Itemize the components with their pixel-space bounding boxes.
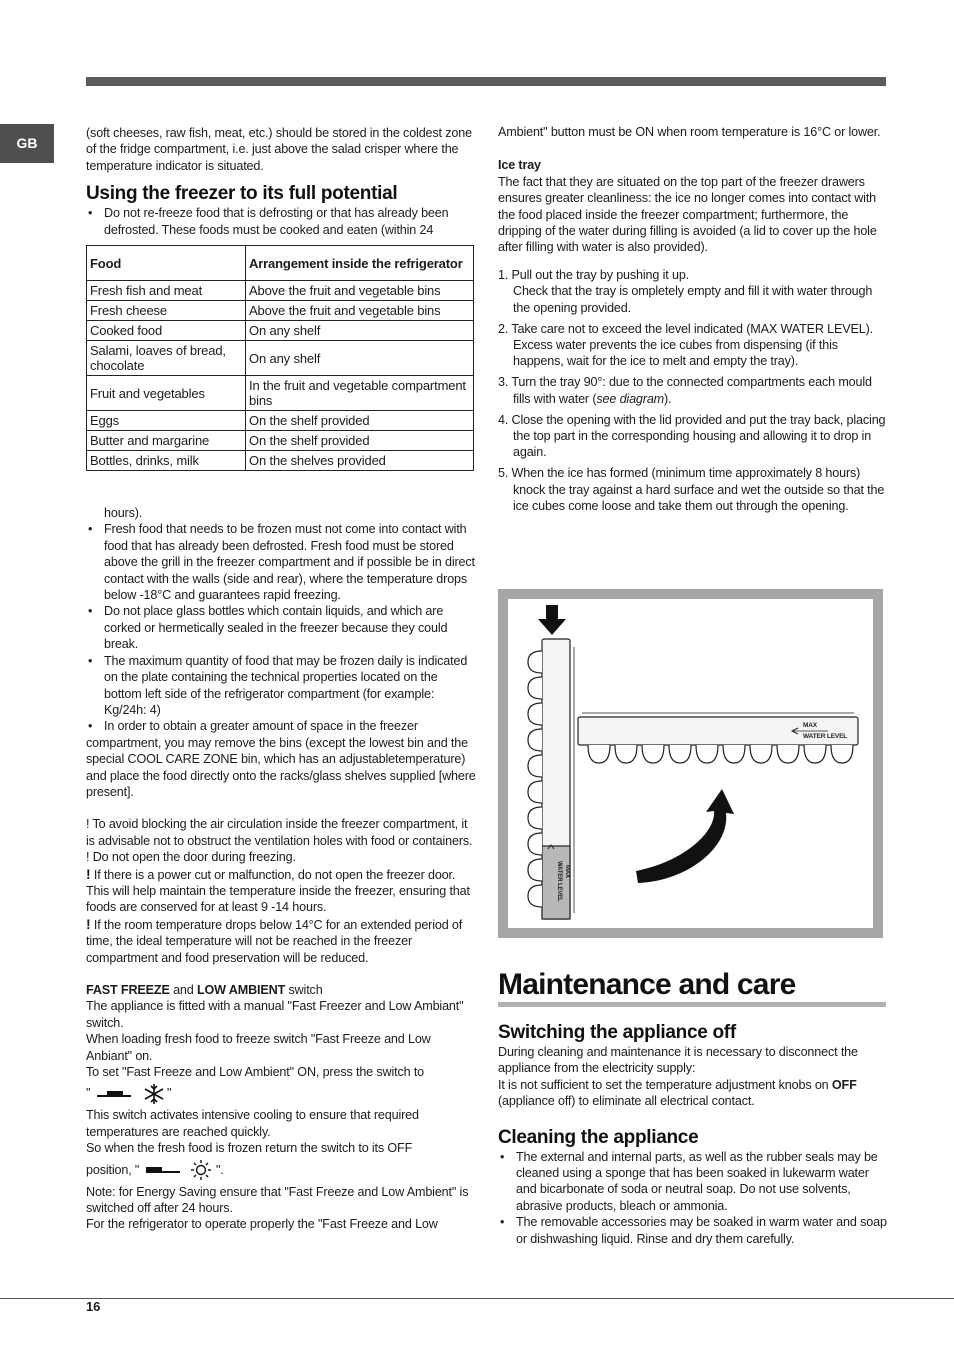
table-cell: Above the fruit and vegetable bins <box>246 281 474 301</box>
table-cell: On the shelf provided <box>246 431 474 451</box>
max-label-vertical: MAX <box>564 865 570 878</box>
quote-open: " <box>86 1086 91 1101</box>
table-cell: Salami, loaves of bread, chocolate <box>87 341 246 376</box>
table-cell: Fresh fish and meat <box>87 281 246 301</box>
step-3-emphasis: see diagram <box>596 391 665 406</box>
bullet-max-quantity: • The maximum quantity of food that may be frozen daily is indicated on the plate containing the technical properties located on the bottom left side of the refrigerator compartment (for example: Kg/24h: 4) <box>86 653 476 719</box>
position-text-end: ". <box>215 1162 224 1177</box>
water-level-label-horizontal: WATER LEVEL <box>803 733 848 740</box>
bullet-more-space: • In order to obtain a greater amount of space in the freezer <box>86 718 476 734</box>
bullet-refreeze: • Do not re-freeze food that is defrosting or that has already been defrosted. These foods must be cooked and eaten (within 24 <box>86 205 476 238</box>
language-tab: GB <box>0 124 54 163</box>
step-1-detail: Check that the tray is ompletely empty and fill it with water through the opening provided. <box>513 284 873 315</box>
table-row <box>87 451 474 471</box>
freezer-bullets-a <box>86 205 476 238</box>
warning-power-cut-text: If there is a power cut or malfunction, do not open the freezer door. This will help maintain the temperature inside the freezer, ensuring that foods are conserved for at least 9 -14 hours. <box>86 867 470 915</box>
maintenance-body <box>498 1022 888 1247</box>
food-table <box>86 245 474 471</box>
bullet-fresh-food: • Fresh food that needs to be frozen must not come into contact with food that has already been defrosted. Fresh food must be stored above the grill in the freezer compartment and if possible be in direct contact with the walls (side and rear), where the temperature drops below -18°C and guarantees rapid freezing. <box>86 521 476 603</box>
cleaning-heading: Cleaning the appliance <box>498 1126 699 1148</box>
step-1-text: 1. Pull out the tray by pushing it up. <box>498 267 690 282</box>
warning-mark: ! <box>86 915 91 932</box>
table-row <box>87 411 474 431</box>
table-header-row <box>87 246 474 281</box>
ambient-continued: Ambient" button must be ON when room temperature is 16°C or lower. <box>498 125 881 139</box>
ice-tray-illustration <box>508 599 873 928</box>
fast-freeze-label: FAST FREEZE <box>86 983 170 997</box>
switch-off-text-c: (appliance off) to eliminate all electrical contact. <box>498 1094 755 1109</box>
ff-paragraph-1: The appliance is fitted with a manual "Fast Freezer and Low Ambiant" switch. <box>86 999 464 1030</box>
ff-paragraph-7: Note: for Energy Saving ensure that "Fast Freeze and Low Ambient" is switched off after 24 hours. <box>86 1184 469 1216</box>
maintenance-section <box>498 966 888 1004</box>
and-text: and <box>169 983 197 997</box>
switch-off-heading: Switching the appliance off <box>498 1022 736 1043</box>
quote-close: " <box>167 1086 172 1101</box>
push-down-arrow-icon <box>538 605 566 635</box>
warning-air-circulation: ! To avoid blocking the air circulation inside the freezer compartment, it is advisable not to obstruct the ventilation holes with food or containers. <box>86 817 473 848</box>
table-header-arrangement: Arrangement inside the refrigerator <box>246 246 474 281</box>
table-row <box>87 376 474 411</box>
table-row <box>87 281 474 301</box>
rotate-arrow-icon <box>636 789 734 883</box>
table-header-food: Food <box>87 246 246 281</box>
footer-rule <box>0 1298 954 1299</box>
step-3-end: ). <box>664 391 672 406</box>
bullet-more-space-continued: compartment, you may remove the bins (except the lowest bin and the special COOL CARE ZONE bin, which has an adjustabletemperature) and place the food directly onto the racks/glass shelves supplied [where present]. <box>86 735 476 799</box>
table-cell: Eggs <box>87 411 246 431</box>
position-text: position, " <box>86 1162 140 1177</box>
low-ambient-label: LOW AMBIENT <box>196 983 286 997</box>
warning-mark: ! <box>86 865 91 882</box>
table-cell: Butter and margarine <box>87 431 246 451</box>
ff-paragraph-4: This switch activates intensive cooling to ensure that required temperatures are reached quickly. <box>86 1108 419 1139</box>
switch-text: switch <box>285 983 323 997</box>
warning-power-cut <box>86 866 476 916</box>
header-bar <box>86 77 886 86</box>
maintenance-rule <box>498 1002 886 1007</box>
diagram-canvas <box>508 599 873 928</box>
table-cell: Fresh cheese <box>87 301 246 321</box>
intro-paragraph: (soft cheeses, raw fish, meat, etc.) should be stored in the coldest zone of the fridge compartment, i.e. just above the salad crisper where the temperature indicator is situated. <box>86 126 472 173</box>
table-cell: Fruit and vegetables <box>87 376 246 411</box>
step-1 <box>498 267 888 316</box>
step-3-text: 3. Turn the tray 90°: due to the connected compartments each mould fills with water ( <box>498 375 872 406</box>
step-2: 2. Take care not to exceed the level indicated (MAX WATER LEVEL). Excess water prevents the ice cubes from dispensing (if this happens, wait for the ice to melt and empty the tray). <box>498 321 874 369</box>
step-3 <box>498 374 888 407</box>
bullet-cleaning-parts: • The external and internal parts, as well as the rubber seals may be cleaned using a sponge that has been soaked in lukewarm water and bicarbonate of soda or neutral soap. Do not use solvents, abrasive products, bleach or ammonia. <box>498 1149 888 1215</box>
table-cell: In the fruit and vegetable compartment bins <box>246 376 474 411</box>
freezer-bullets-b <box>86 521 476 734</box>
off-label: OFF <box>831 1077 857 1092</box>
ff-paragraph-8: For the refrigerator to operate properly the "Fast Freeze and Low <box>86 1217 438 1232</box>
table-cell: Above the fruit and vegetable bins <box>246 301 474 321</box>
freezer-heading: Using the freezer to its full potential <box>86 183 398 205</box>
step-4: 4. Close the opening with the lid provided and put the tray back, placing the top part in the corresponding housing and allowing it to drop in again. <box>498 412 886 460</box>
vertical-tray <box>528 639 574 919</box>
ice-tray-diagram <box>498 589 883 938</box>
table-row <box>87 431 474 451</box>
bullet-cleaning-accessories: • The removable accessories may be soaked in warm water and soap or dishwashing liquid. Rinse and dry them carefully. <box>498 1214 888 1247</box>
ff-paragraph-3: To set "Fast Freeze and Low Ambient" ON, press the switch to <box>86 1065 425 1080</box>
cleaning-bullets <box>498 1149 888 1247</box>
table-cell: On the shelves provided <box>246 451 474 471</box>
ice-tray-steps <box>498 267 888 515</box>
switch-off-symbol-line <box>86 1157 476 1184</box>
bullet-refreeze-continued: hours). <box>104 506 143 521</box>
switch-on-symbol-line <box>86 1080 476 1107</box>
switch-off-sun-icon <box>143 1158 213 1182</box>
page-number: 16 <box>86 1299 101 1314</box>
table-row <box>87 341 474 376</box>
warning-door: ! Do not open the door during freezing. <box>86 850 296 865</box>
warning-room-temp-text: If the room temperature drops below 14°C for an extended period of time, the ideal temperature will not be reached in the freezer compartment and food preservation will be reduced. <box>86 917 463 965</box>
table-row <box>87 321 474 341</box>
ff-paragraph-2: When loading fresh food to freeze switch "Fast Freeze and Low Anbiant" on. <box>86 1032 431 1063</box>
max-label-horizontal: MAX <box>803 722 817 729</box>
left-column <box>86 125 476 1233</box>
switch-off-paragraph-1: During cleaning and maintenance it is necessary to disconnect the appliance from the electricity supply: <box>498 1045 858 1076</box>
right-column <box>498 124 888 519</box>
switch-on-snowflake-icon <box>94 1082 164 1106</box>
switch-off-paragraph-2 <box>498 1077 888 1110</box>
table-row <box>87 301 474 321</box>
maintenance-title: Maintenance and care <box>498 968 796 1001</box>
bullet-glass-bottles: • Do not place glass bottles which contain liquids, and which are corked or hermetically sealed in the freezer because they could break. <box>86 603 476 652</box>
step-5: 5. When the ice has formed (minimum time approximately 8 hours) knock the tray against a hard surface and wet the outside so that the ice cubes come loose and take them out through the opening. <box>498 466 885 514</box>
horizontal-tray <box>578 713 858 763</box>
table-cell: Bottles, drinks, milk <box>87 451 246 471</box>
table-cell: On the shelf provided <box>246 411 474 431</box>
ice-tray-paragraph: The fact that they are situated on the top part of the freezer drawers ensures greater cleanliness: the ice no longer comes into contact with the food placed inside the freezer compartment; furthermore, the dripping of the water during filling is avoided (a lid to cover up the hole after filling with water is also provided). <box>498 174 877 255</box>
table-cell: On any shelf <box>246 341 474 376</box>
ice-tray-heading: Ice tray <box>498 158 541 173</box>
ff-paragraph-5: So when the fresh food is frozen return the switch to its OFF <box>86 1141 413 1156</box>
fast-freeze-heading <box>86 982 476 998</box>
switch-off-text-a: It is not sufficient to set the temperature adjustment knobs on <box>498 1077 832 1092</box>
warning-room-temp <box>86 916 476 966</box>
water-level-label-vertical: WATER LEVEL <box>556 861 562 902</box>
table-cell: Cooked food <box>87 321 246 341</box>
table-cell: On any shelf <box>246 321 474 341</box>
